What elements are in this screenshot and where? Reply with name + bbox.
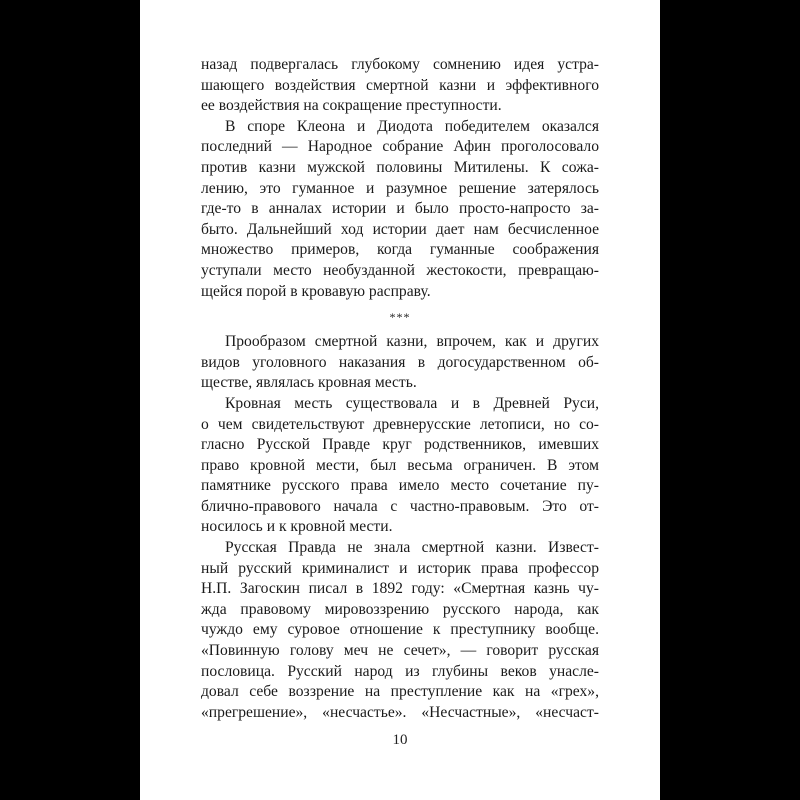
text-line: Прообразом смертной казни, впрочем, как и других bbox=[225, 333, 599, 351]
text-line: пословица. Русский народ из глубины веков унасле- bbox=[201, 662, 599, 680]
text-line: шающего воздействия смертной казни и эффективного bbox=[201, 76, 599, 94]
text-line: видов уголовного наказания в догосударственном об- bbox=[201, 353, 599, 371]
text-line: носилось и к кровной мести. bbox=[201, 518, 393, 536]
text-line: быто. Дальнейший ход истории дает нам бесчисленное bbox=[201, 220, 599, 238]
text-line: ный русский криминалист и историк права профессор bbox=[201, 559, 599, 577]
text-line: ществе, являлась кровная месть. bbox=[201, 374, 417, 392]
text-line: блично-правового начала с частно-правовым. Это от- bbox=[201, 497, 599, 515]
text-line: «Повинную голову меч не сечет», — говорит русская bbox=[201, 642, 599, 660]
text-line: памятнике русского права имело место сочетание пу- bbox=[201, 477, 599, 495]
text-section-bottom bbox=[201, 332, 599, 723]
text-line: В споре Клеона и Диодота победителем оказался bbox=[225, 117, 599, 135]
text-line: щейся порой в кровавую расправу. bbox=[201, 282, 431, 300]
page-text bbox=[201, 55, 599, 723]
text-line: Русская Правда не знала смертной казни. Извест- bbox=[225, 539, 599, 557]
book-page bbox=[140, 0, 660, 800]
text-line: множество примеров, когда гуманные соображения bbox=[201, 241, 599, 259]
section-separator: *** bbox=[389, 310, 411, 325]
text-line: последний — Народное собрание Афин проголосовало bbox=[201, 138, 599, 156]
text-line: лению, это гуманное и разумное решение затерялось bbox=[201, 179, 599, 197]
text-line: довал себе воззрение на преступление как на «грех», bbox=[201, 683, 599, 701]
text-line: право кровной мести, был весьма ограничен. В этом bbox=[201, 456, 599, 474]
text-line: ее воздействия на сокращение преступности. bbox=[201, 97, 502, 115]
text-line: назад подвергалась глубокому сомнению идея устра- bbox=[201, 56, 599, 73]
text-line: «прегрешение», «несчастье». «Несчастные», «несчаст- bbox=[201, 703, 599, 721]
text-line: жда правовому мировоззрению русского народа, как bbox=[201, 600, 599, 618]
text-line: Н.П. Загоскин писал в 1892 году: «Смертная казнь чу- bbox=[201, 580, 599, 598]
text-line: чуждо ему суровое отношение к преступнику вообще. bbox=[201, 621, 599, 639]
text-line: где-то в анналах истории и было просто-напросто за- bbox=[201, 200, 599, 218]
text-line: гласно Русской Правде круг родственников, имевших bbox=[201, 436, 599, 454]
page-number: 10 bbox=[392, 732, 408, 748]
text-line: против казни мужской половины Митилены. К сожа- bbox=[201, 158, 599, 176]
text-line: о чем свидетельствуют древнерусские летописи, но со- bbox=[201, 415, 599, 433]
text-section-top bbox=[201, 55, 599, 302]
text-line: уступали место необузданной жестокости, превращаю- bbox=[201, 261, 599, 279]
text-line: Кровная месть существовала и в Древней Руси, bbox=[225, 394, 599, 412]
